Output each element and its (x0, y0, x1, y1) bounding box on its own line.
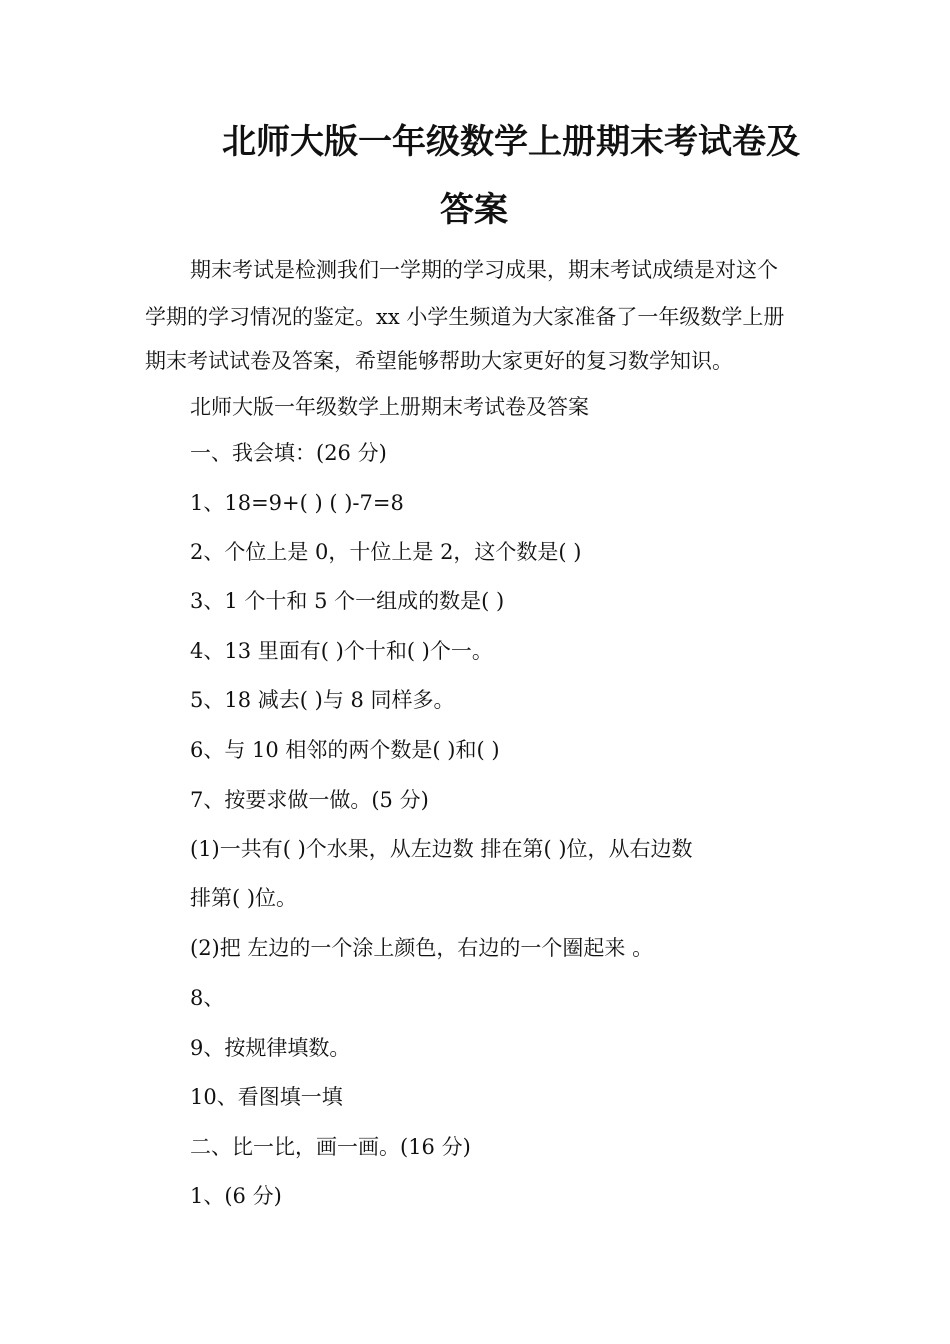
question-9: 9、按规律填数。 (190, 1036, 351, 1060)
question-4: 4、13 里面有( )个十和( )个一。 (190, 639, 493, 663)
question-8: 8、 (190, 986, 225, 1010)
question-3: 3、1 个十和 5 个一组成的数是( ) (190, 589, 505, 613)
question-7-part-1: (1)一共有( )个水果，从左边数 排在第( )位，从右边数 (190, 837, 693, 861)
intro-paragraph-line-1: 期末考试是检测我们一学期的学习成果，期末考试成绩是对这个 (190, 258, 778, 282)
part-2-question-1: 1、(6 分) (190, 1184, 282, 1208)
section-heading-exam-title: 北师大版一年级数学上册期末考试卷及答案 (190, 395, 589, 419)
intro-paragraph-line-2: 学期的学习情况的鉴定。xx 小学生频道为大家准备了一年级数学上册 (145, 305, 785, 329)
question-2: 2、个位上是 0，十位上是 2，这个数是( ) (190, 540, 582, 564)
document-title-line-1: 北师大版一年级数学上册期末考试卷及 (222, 122, 800, 162)
intro-paragraph-line-3: 期末考试试卷及答案，希望能够帮助大家更好的复习数学知识。 (145, 349, 733, 373)
section-heading-part-2: 二、比一比，画一画。(16 分) (190, 1135, 471, 1159)
question-7-part-2: (2)把 左边的一个涂上颜色，右边的一个圈起来 。 (190, 936, 654, 960)
question-7: 7、按要求做一做。(5 分) (190, 788, 429, 812)
section-heading-part-1: 一、我会填：(26 分) (190, 441, 387, 465)
document-title-line-2: 答案 (440, 190, 508, 230)
question-5: 5、18 减去( )与 8 同样多。 (190, 688, 455, 712)
question-10: 10、看图填一填 (190, 1085, 343, 1109)
question-7-part-1-continued: 排第( )位。 (190, 886, 298, 910)
question-6: 6、与 10 相邻的两个数是( )和( ) (190, 738, 500, 762)
question-1: 1、18=9+( ) ( )-7=8 (190, 491, 404, 515)
